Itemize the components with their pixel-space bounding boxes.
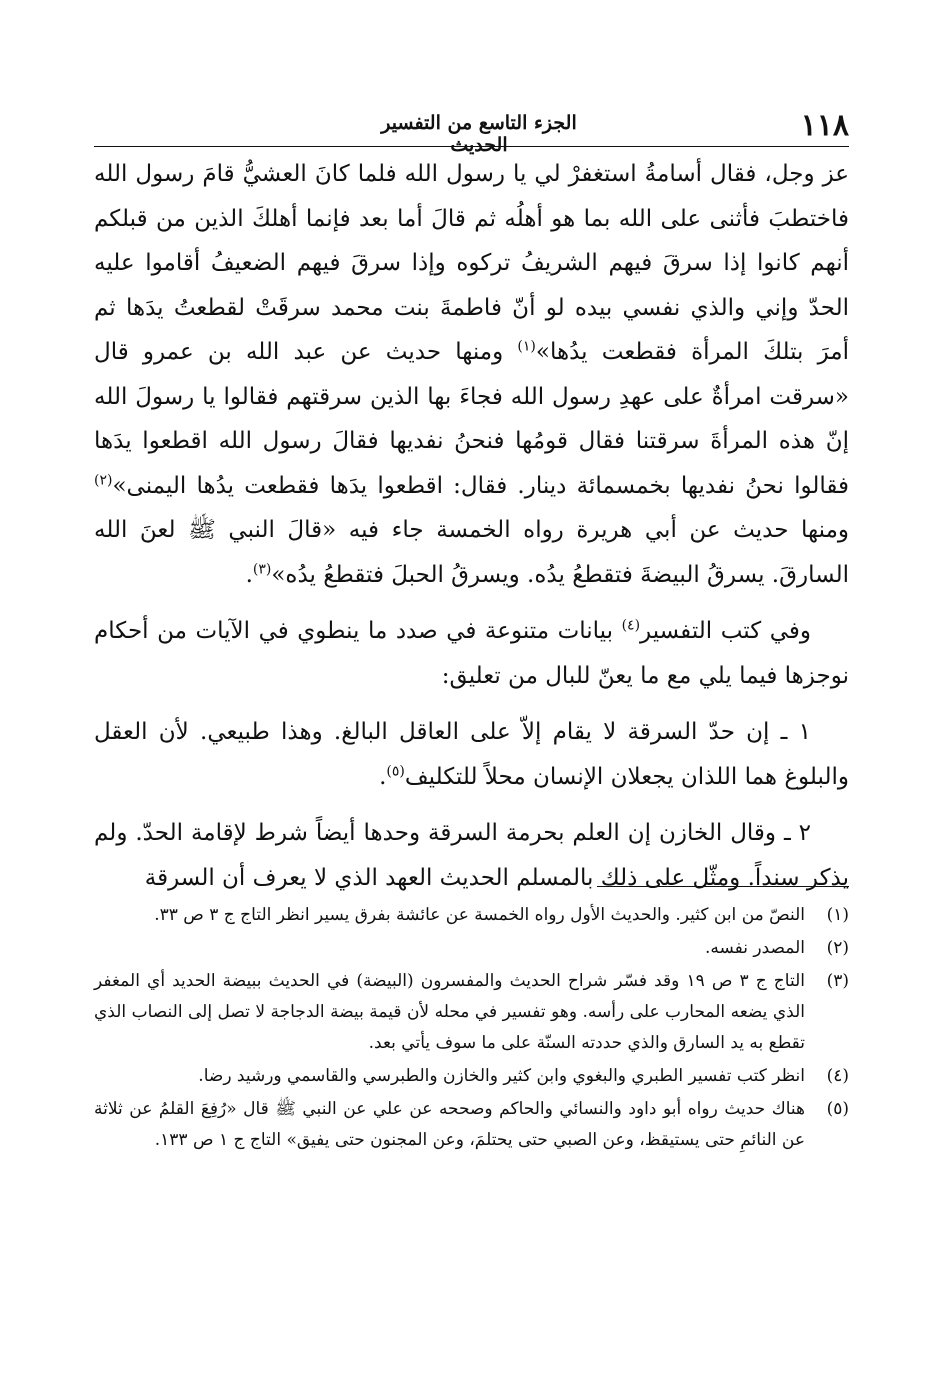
footnotes	[94, 900, 849, 1158]
page-header	[94, 106, 849, 156]
paragraph	[94, 609, 849, 698]
footnote	[94, 900, 849, 931]
footnote-text: التاج ج ٣ ص ١٩ وقد فسّر شراح الحديث والمفسرون (البيضة) في الحديث ببيضة الحديد أي المغفر الذي يضعه المحارب على رأسه. وهو تفسير في محله لأن قيمة بيضة الدجاجة لا تصل إلى النصاب الذي تقطع به يد السارق والذي حددته السنّة على ما سوف يأتي بعد.	[94, 971, 805, 1053]
footnote-number: (١)	[826, 905, 849, 925]
footnote-ref: (٥)	[386, 762, 405, 779]
footnote-text: النصّ من ابن كثير. والحديث الأول رواه الخمسة عن عائشة بفرق يسير انظر التاج ج ٣ ص ٣٣.	[154, 905, 805, 925]
footnote	[94, 966, 849, 1059]
text-segment: ١ ـ إن حدّ السرقة لا يقام إلاّ على العاقل البالغ. وهذا طبيعي. لأن العقل والبلوغ هما اللذان يجعلان الإنسان محلاً للتكليف	[94, 719, 849, 790]
footnote-text: المصدر نفسه.	[704, 938, 805, 958]
text-segment: بيانات متنوعة في صدد ما ينطوي في الآيات من أحكام نوجزها فيما يلي مع ما يعنّ للبال من تعليق:	[94, 618, 849, 689]
text-segment: ومنها حديث عن عبد الله بن عمرو قال «سرقت امرأةٌ على عهدِ رسول الله فجاءَ بها الذين سرقتهم فقالوا يا رسولَ الله إنّ هذه المرأةَ سرقتنا فقال قومُها فنحنُ نفديها فقالَ رسول الله اقطعوا يدَها فقالوا نحنُ نفديها بخمسمائة دينار. فقال: اقطعوا يدَها فقطعت يدُها اليمنى»	[94, 339, 849, 499]
paragraph	[94, 152, 849, 597]
running-title: الجزء التاسع من التفسير الحديث	[381, 112, 577, 156]
footnote-number: (٢)	[826, 938, 849, 958]
footnote-ref: (٤)	[621, 617, 641, 634]
text-segment: .	[379, 763, 387, 790]
footnote-ref: (١)	[517, 338, 536, 355]
footnote-number: (٣)	[826, 971, 849, 991]
footnote-divider	[597, 886, 849, 887]
footnote-text: هناك حديث رواه أبو داود والنسائي والحاكم وصححه عن علي عن النبي ﷺ قال «رُفِعَ القلمُ عن ثلاثة عن النائمِ حتى يستيقظ، وعن الصبي حتى يحتلمَ، وعن المجنون حتى يفيق» التاج ج ١ ص ١٣٣.	[94, 1099, 805, 1150]
footnote-ref: (٢)	[94, 471, 113, 488]
paragraph	[94, 710, 849, 799]
footnote	[94, 1094, 849, 1156]
page-number: ١١٨	[800, 108, 849, 143]
footnote-number: (٥)	[826, 1099, 849, 1119]
footnote-number: (٤)	[826, 1066, 849, 1086]
text-segment: ٢ ـ وقال الخازن إن العلم بحرمة السرقة وحدها أيضاً شرط لإقامة الحدّ. ولم يذكر سنداً. ومثّل على ذلك بالمسلم الحديث العهد الذي لا يعرف أن السرقة	[94, 820, 849, 891]
footnote-text: انظر كتب تفسير الطبري والبغوي وابن كثير والخازن والطبرسي والقاسمي ورشيد رضا.	[198, 1066, 805, 1086]
text-segment: وفي كتب التفسير	[640, 618, 811, 644]
text-segment: ومنها حديث عن أبي هريرة رواه الخمسة جاء فيه «قالَ النبي ﷺ لعنَ الله السارقَ. يسرقُ البيضةَ فتقطعُ يدُه. ويسرقُ الحبلَ فتقطعُ يدُه»	[94, 517, 849, 588]
footnote	[94, 933, 849, 964]
footnote	[94, 1061, 849, 1092]
main-text	[94, 152, 849, 900]
text-segment: عز وجل، فقال أسامةُ استغفرْ لي يا رسول الله فلما كانَ العشيُّ قامَ رسول الله فاختطبَ فأثنى على الله بما هو أهلُه ثم قالَ أما بعد فإنما أهلكَ الذين من قبلكم أنهم كانوا إذا سرقَ فيهم الشريفُ تركوه وإذا سرقَ فيهم الضعيفُ أقاموا عليه الحدّ وإني والذي نفسي بيده لو أنّ فاطمةَ بنت محمد سرقَتْ لقطعتُ يدَها ثم أمرَ بتلكَ المرأة فقطعت يدُها»	[94, 161, 849, 365]
text-segment: .	[245, 561, 253, 588]
footnote-ref: (٣)	[252, 560, 272, 577]
